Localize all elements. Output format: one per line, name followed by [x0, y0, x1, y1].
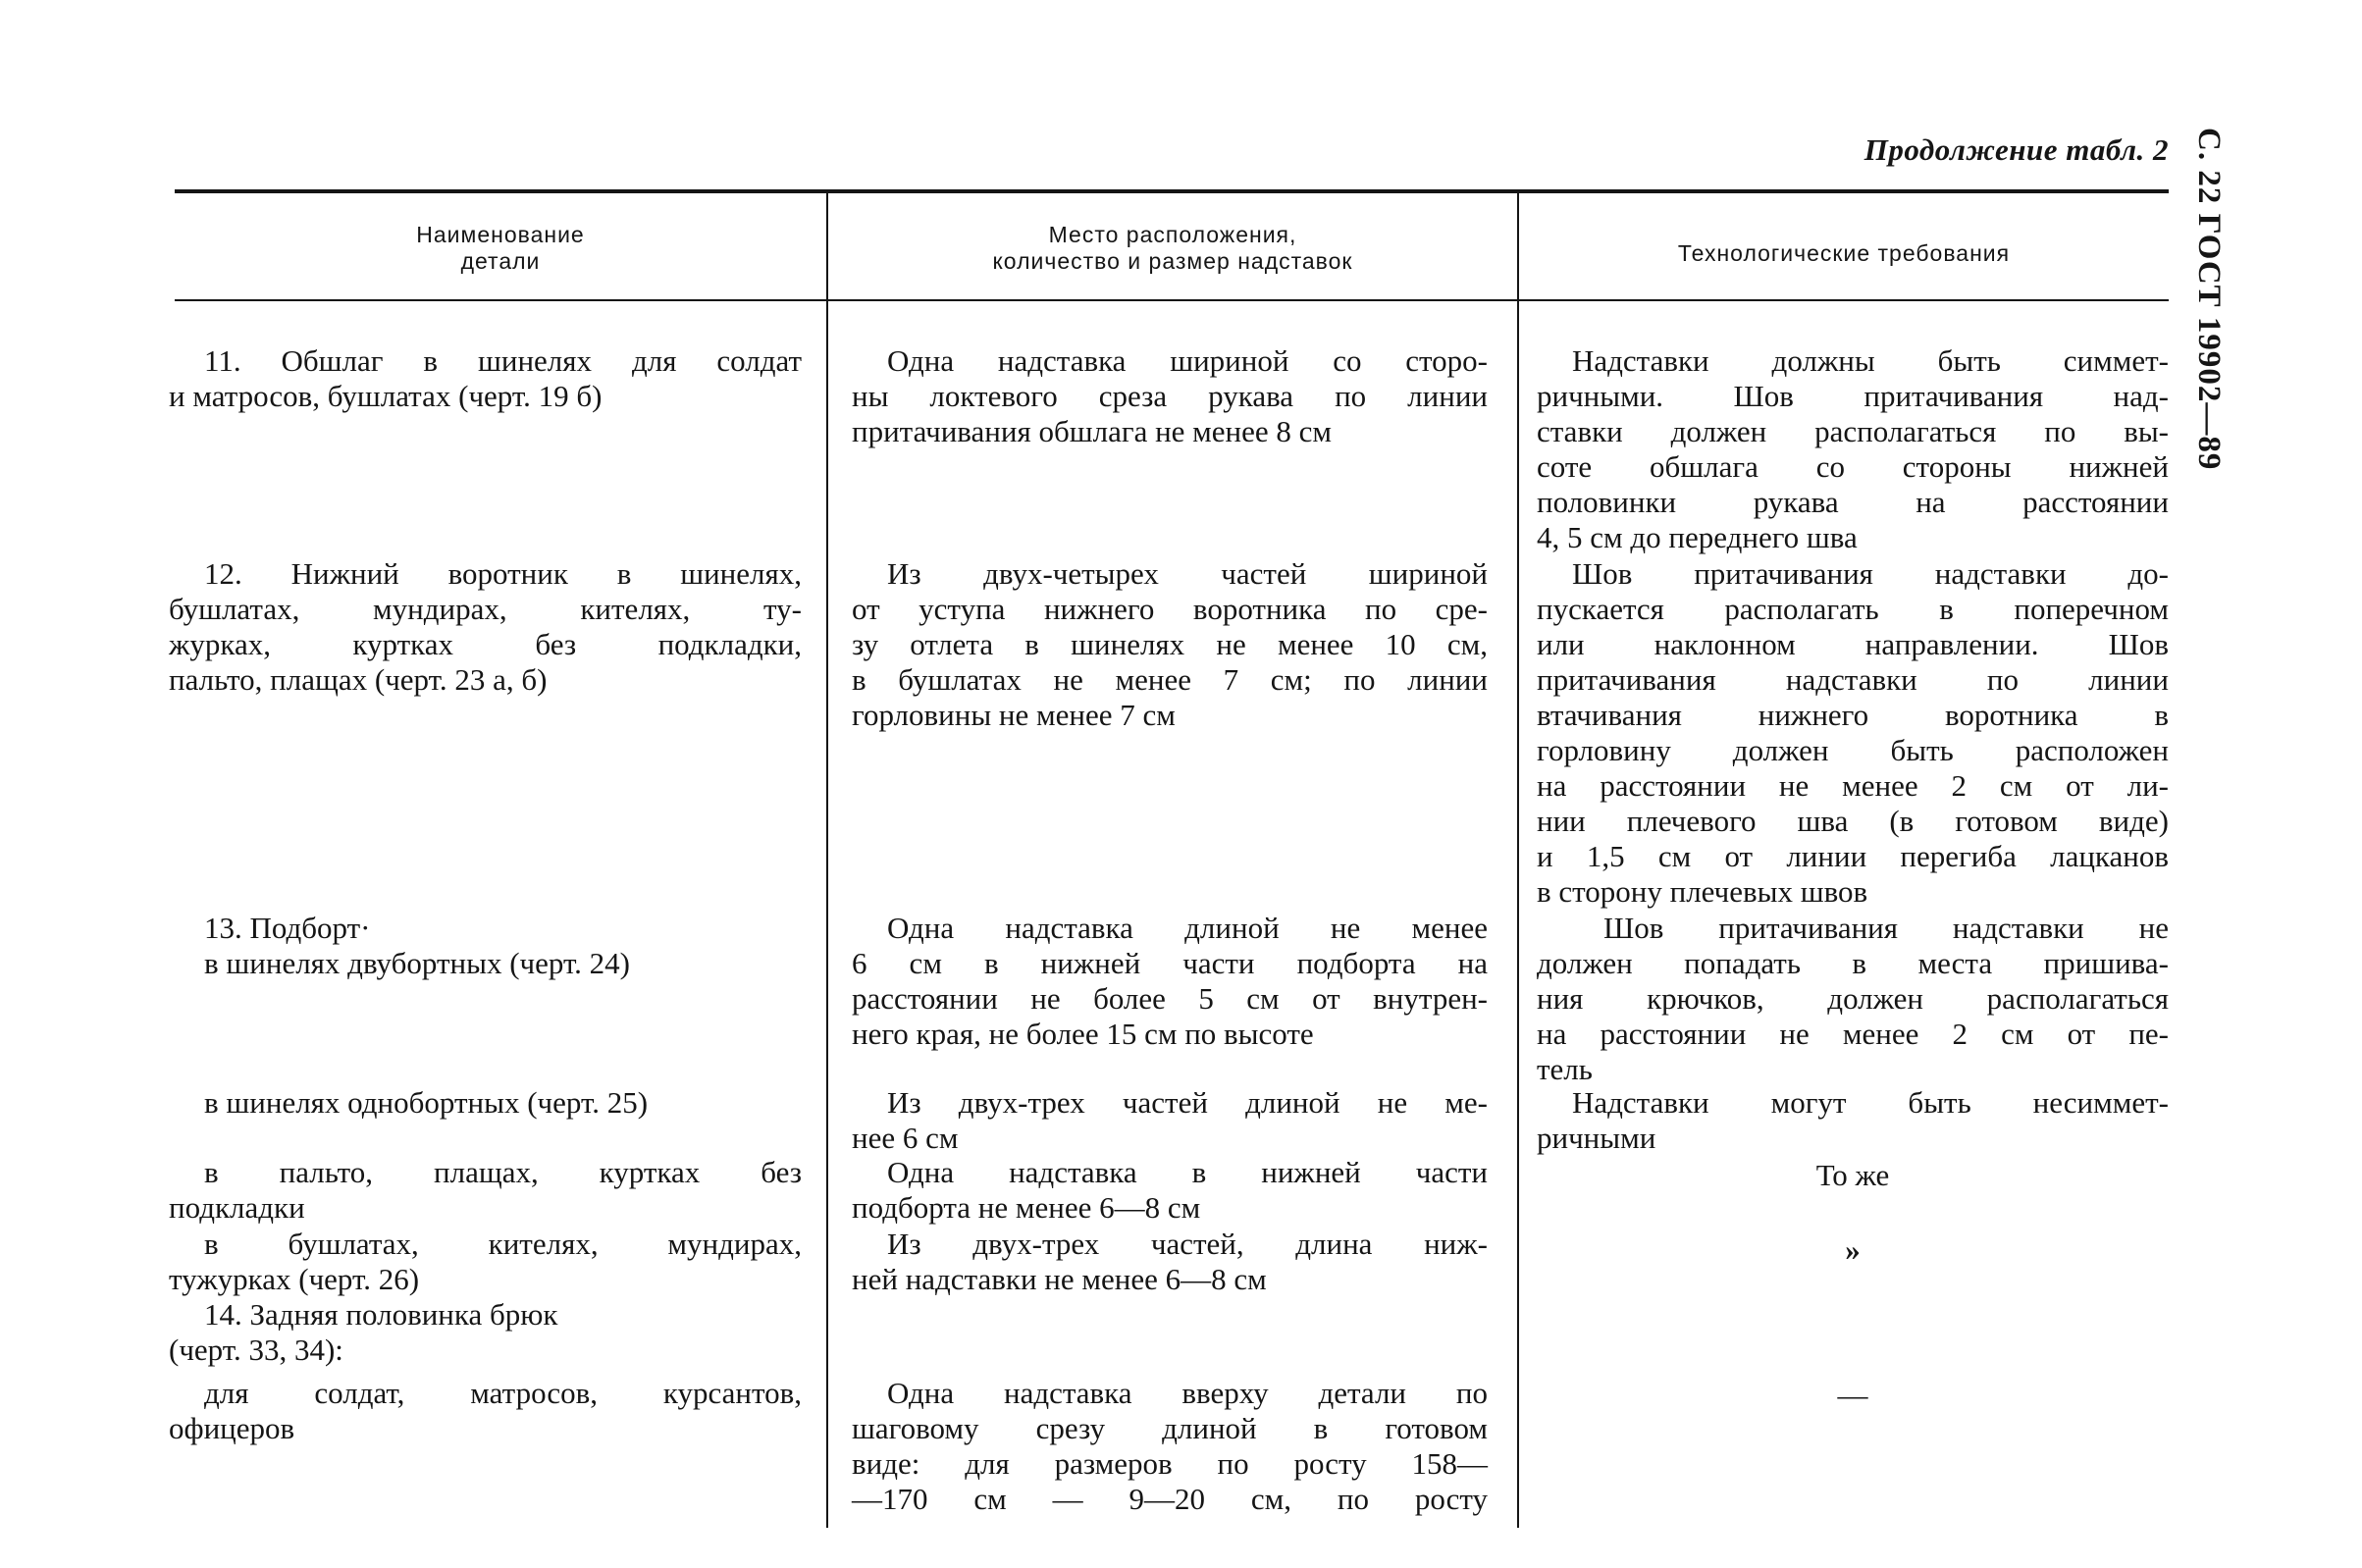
page-standard-label: С. 22 ГОСТ 19902—89 [2191, 128, 2227, 471]
row-13-placement: Одна надставка длиной не менее 6 см в нижней части подборта на расстоянии не более 5 см от внутрен- него края, не более 15 см по высоте [852, 911, 1488, 1051]
column-header-tech: Технологические требования [1677, 240, 2011, 266]
row-13b-requirements: Надставки могут быть несиммет- ричными [1537, 1085, 2169, 1155]
row-11-placement: Одна надставка шириной со сторо- ны локтевого среза рукава по линии притачивания обшлага не менее 8 см [852, 343, 1488, 448]
row-13d-part: в бушлатах, кителях, мундирах, тужурках (черт. 26) [169, 1227, 802, 1296]
row-13c-placement: Одна надставка в нижней части подборта не менее 6—8 см [852, 1155, 1488, 1225]
row-12-requirements: Шов притачивания надставки до- пускается располагать в поперечном или наклонном направлении. Шов притачивания надставки по линии втачивания нижнего воротника в горловину должен быть расположен на расстоянии не менее 2 см от ли- нии плечевого шва (в готовом виде) и 1,5 см от линии перегиба лацканов в сторону плечевых швов [1537, 556, 2169, 909]
row-13d-placement: Из двух-трех частей, длина ниж- ней надставки не менее 6—8 см [852, 1227, 1488, 1296]
table-continuation-caption: Продолжение табл. 2 [1863, 132, 2169, 167]
column-header-name: Наименование детали [416, 222, 585, 274]
row-14a-placement: Одна надставка вверху детали по шаговому срезу длиной в готовом виде: для размеров по росту 158— —170 см — 9—20 см, по росту [852, 1376, 1488, 1516]
table-top-rule [175, 189, 2169, 193]
row-12-placement: Из двух-четырех частей шириной от уступа нижнего воротника по сре- зу отлета в шинелях не менее 10 см, в бушлатах не менее 7 см; по линии горловины не менее 7 см [852, 556, 1488, 732]
row-13-part: 13. Подборт· в шинелях двубортных (черт. 24) [204, 911, 630, 980]
row-12-part: 12. Нижний воротник в шинелях, бушлатах, мундирах, кителях, ту- журках, куртках без подкладки, пальто, плащах (черт. 23 а, б) [169, 556, 802, 697]
row-14-part: 14. Задняя половинка брюк (черт. 33, 34): [169, 1297, 558, 1367]
column-header-place: Место расположения, количество и размер надставок [992, 222, 1353, 274]
row-14a-requirements-dash: — [1837, 1378, 1868, 1412]
row-14a-part: для солдат, матросов, курсантов, офицеров [169, 1376, 802, 1445]
row-13b-placement: Из двух-трех частей длиной не ме- нее 6 см [852, 1085, 1488, 1155]
row-13-requirements: Шов притачивания надставки не должен попадать в места пришива- ния крючков, должен располагаться на расстоянии не менее 2 см от пе- тель [1537, 911, 2169, 1086]
row-11-requirements: Надставки должны быть симмет- ричными. Шов притачивания над- ставки должен располагаться по вы- соте обшлага со стороны нижней половинки рукава на расстоянии 4, 5 см до переднего шва [1537, 343, 2169, 554]
column-divider-2 [1517, 193, 1519, 1528]
table-header-rule [175, 299, 2169, 301]
column-divider-1 [826, 193, 828, 1528]
row-13b-part: в шинелях однобортных (черт. 25) [204, 1085, 649, 1120]
row-13d-requirements-ditto-mark: » [1845, 1232, 1861, 1267]
row-11-part: 11. Обшлаг в шинелях для солдат и матросов, бушлатах (черт. 19 б) [169, 343, 802, 413]
row-13c-requirements-ditto: То же [1815, 1158, 1890, 1192]
row-13c-part: в пальто, плащах, куртках без подкладки [169, 1155, 802, 1225]
